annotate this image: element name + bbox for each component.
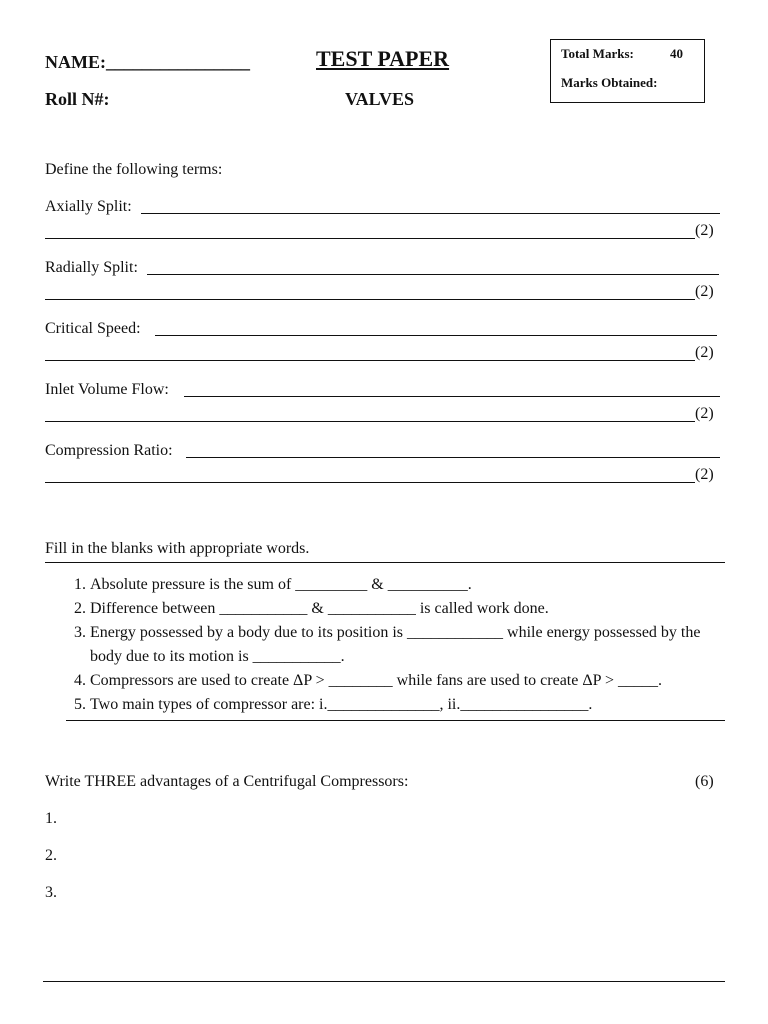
page-title: TEST PAPER — [316, 46, 450, 71]
answer-line — [186, 457, 720, 458]
total-marks-label: Total Marks: — [561, 46, 634, 61]
answer-line — [155, 335, 717, 336]
list-item: 5. Two main types of compressor are: i.______________, ii.________________. — [90, 693, 750, 717]
fill-blanks-instruction: Fill in the blanks with appropriate words. — [45, 540, 310, 557]
define-term-label: Radially Split: — [45, 259, 138, 276]
total-marks-value: 40 — [670, 46, 683, 61]
paper-subtitle: VALVES — [345, 89, 415, 109]
marks-value: (2) — [695, 283, 714, 300]
marks-value: (6) — [695, 773, 714, 790]
define-instruction: Define the following terms: — [45, 161, 223, 178]
define-term-label: Inlet Volume Flow: — [45, 381, 169, 398]
footer-divider — [43, 981, 725, 982]
answer-line — [184, 396, 720, 397]
fill-blanks-list — [63, 573, 750, 717]
answer-number: 1. — [45, 810, 57, 827]
answer-line — [45, 421, 695, 422]
marks-value: (2) — [695, 344, 714, 361]
answer-line — [141, 213, 720, 214]
name-field-label: NAME:________________ — [45, 52, 250, 72]
advantages-instruction: Write THREE advantages of a Centrifugal Compressors: — [45, 773, 409, 790]
answer-line — [147, 274, 719, 275]
answer-number: 3. — [45, 884, 57, 901]
list-item: 4. Compressors are used to create ΔP > ________ while fans are used to create ΔP > _____. — [90, 669, 750, 693]
section-divider — [45, 562, 725, 563]
marks-value: (2) — [695, 222, 714, 239]
section-divider — [66, 720, 725, 721]
answer-line — [45, 299, 695, 300]
answer-line — [45, 482, 695, 483]
roll-number-label: Roll N#: — [45, 89, 110, 109]
define-term-label: Axially Split: — [45, 198, 132, 215]
define-term-label: Compression Ratio: — [45, 442, 173, 459]
list-item: 2. Difference between ___________ & ___________ is called work done. — [90, 597, 750, 621]
answer-line — [45, 360, 695, 361]
answer-line — [45, 238, 695, 239]
marks-obtained-label: Marks Obtained: — [561, 75, 658, 90]
marks-value: (2) — [695, 466, 714, 483]
list-item: 1. Absolute pressure is the sum of _________ & __________. — [90, 573, 750, 597]
marks-box — [550, 39, 705, 103]
marks-value: (2) — [695, 405, 714, 422]
answer-number: 2. — [45, 847, 57, 864]
define-term-label: Critical Speed: — [45, 320, 141, 337]
list-item: 3. Energy possessed by a body due to its position is ____________ while energy possessed by the body due to its motion is ___________. — [90, 621, 720, 669]
